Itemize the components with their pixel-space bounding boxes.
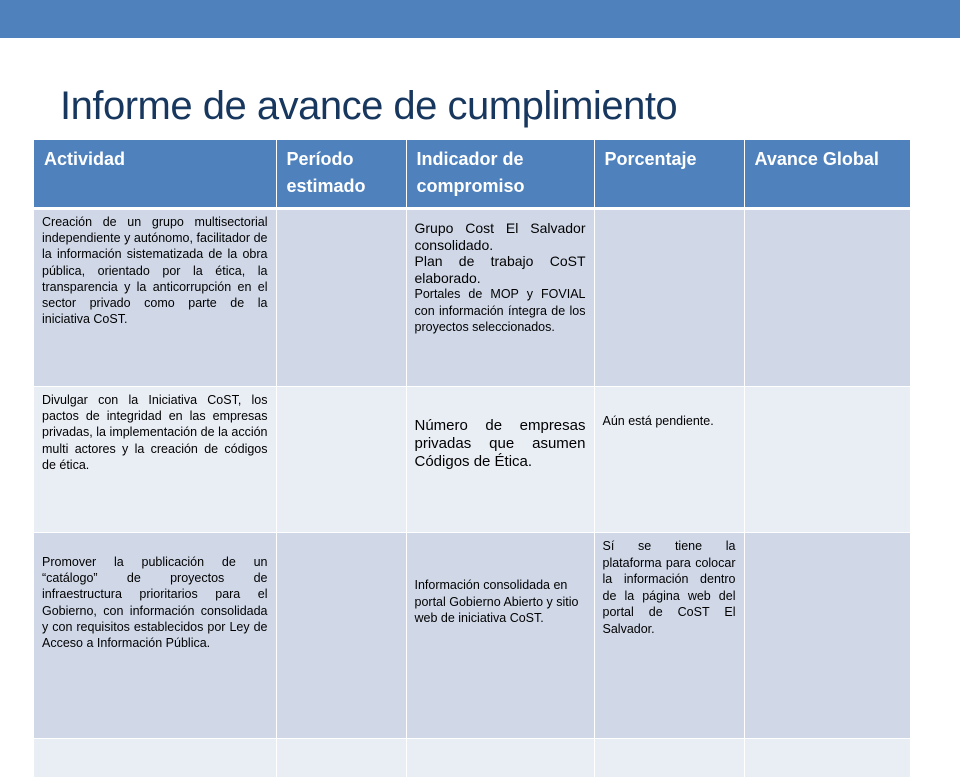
- table-row: [34, 533, 910, 739]
- header-actividad: Actividad: [34, 140, 276, 209]
- cell-porcentaje: [594, 739, 744, 778]
- progress-report-table: [34, 140, 910, 778]
- slide-title: Informe de avance de cumplimiento: [60, 84, 678, 128]
- cell-periodo: [276, 739, 406, 778]
- header-avance-global: Avance Global: [744, 140, 910, 209]
- cell-porcentaje: [594, 209, 744, 387]
- cell-avance: [744, 209, 910, 387]
- cell-actividad: [34, 739, 276, 778]
- cell-porcentaje: Aún está pendiente.: [594, 387, 744, 533]
- table-header-row: [34, 140, 910, 209]
- cell-indicador: [406, 387, 594, 533]
- indicator-line: Número de empresas privadas que asumen Códigos de Ética.: [414, 417, 586, 470]
- table-row: [34, 387, 910, 533]
- cell-actividad: Divulgar con la Iniciativa CoST, los pactos de integridad en las empresas privadas, la implementación de la acción multi actores y la creación de códigos de ética.: [34, 387, 276, 533]
- indicator-line: Plan de trabajo CoST elaborado.: [414, 253, 586, 286]
- cell-actividad: Creación de un grupo multisectorial independiente y autónomo, facilitador de la información sistematizada de la obra pública, orientado por la ética, la transparencia y la anticorrupción en el sector privado como parte de la iniciativa CoST.: [34, 209, 276, 387]
- cell-indicador: [406, 209, 594, 387]
- cell-periodo: [276, 387, 406, 533]
- cell-avance: [744, 739, 910, 778]
- cell-porcentaje: Sí se tiene la plataforma para colocar la información dentro de la página web del portal de CoST El Salvador.: [594, 533, 744, 739]
- indicator-line: Información consolidada en portal Gobierno Abierto y sitio web de iniciativa CoST.: [414, 578, 579, 625]
- table-row: [34, 209, 910, 387]
- top-accent-bar: [0, 0, 960, 38]
- indicator-line: Grupo Cost El Salvador consolidado.: [414, 220, 586, 253]
- cell-actividad: Promover la publicación de un “catálogo” de proyectos de infraestructura prioritarios para el Gobierno, con información consolidada y con requisitos establecidos por Ley de Acceso a Información Pública.: [34, 533, 276, 739]
- cell-indicador: [406, 533, 594, 739]
- header-periodo-estimado: Período estimado: [276, 140, 406, 209]
- cell-avance: [744, 387, 910, 533]
- cell-indicador: [406, 739, 594, 778]
- table-row: [34, 739, 910, 778]
- indicator-line: Portales de MOP y FOVIAL con información íntegra de los proyectos seleccionados.: [414, 287, 586, 334]
- cell-periodo: [276, 533, 406, 739]
- header-porcentaje: Porcentaje: [594, 140, 744, 209]
- cell-avance: [744, 533, 910, 739]
- cell-periodo: [276, 209, 406, 387]
- header-indicador-compromiso: Indicador de compromiso: [406, 140, 594, 209]
